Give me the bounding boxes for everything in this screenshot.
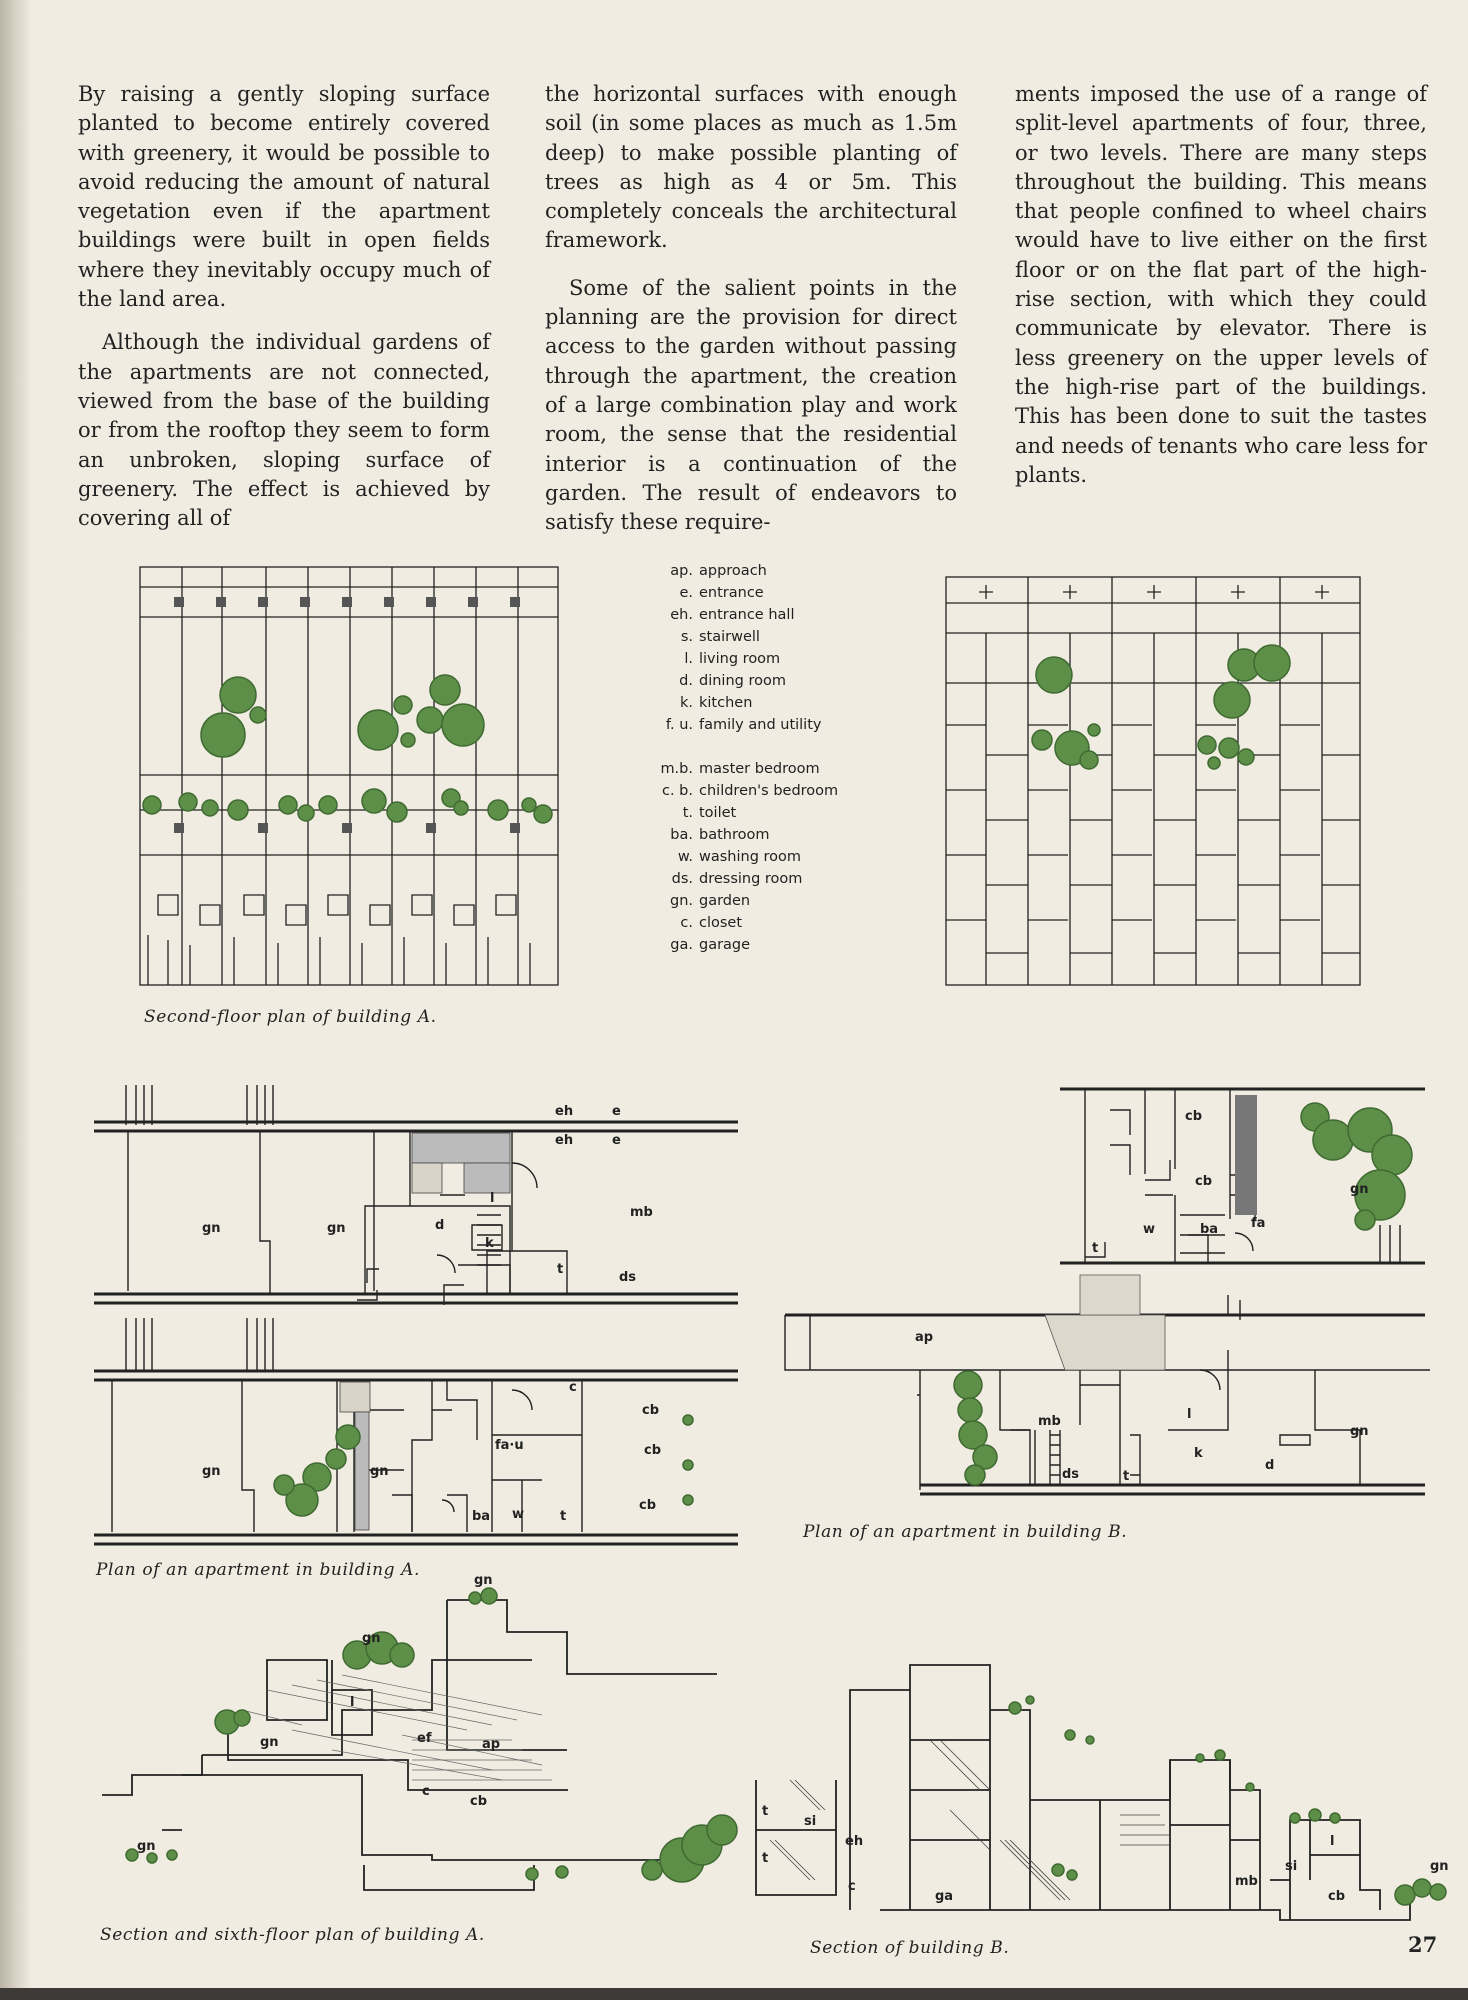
room-label: fa·u <box>495 1438 524 1453</box>
room-label: eh <box>555 1104 574 1119</box>
room-label: gn <box>1350 1424 1369 1439</box>
legend-abbreviation: m.b. <box>660 761 693 777</box>
room-label: c <box>422 1784 430 1799</box>
legend-item <box>600 934 838 956</box>
room-label: eh <box>555 1133 574 1148</box>
room-label: gn <box>137 1839 156 1854</box>
room-label: k <box>1194 1446 1203 1461</box>
legend <box>600 560 838 956</box>
room-label: gn <box>260 1735 279 1750</box>
legend-spacer <box>600 736 838 758</box>
room-label: w <box>1143 1222 1156 1237</box>
legend-item <box>600 582 838 604</box>
room-label: t <box>762 1851 769 1866</box>
room-label: l <box>1330 1834 1335 1849</box>
legend-label: approach <box>699 563 767 579</box>
room-label: t <box>1092 1241 1099 1256</box>
legend-abbreviation: t. <box>682 805 693 821</box>
legend-abbreviation: eh. <box>670 607 693 623</box>
legend-item <box>600 912 838 934</box>
legend-label: kitchen <box>699 695 753 711</box>
legend-abbreviation: gn. <box>669 893 693 909</box>
section-building-a <box>92 1570 742 1920</box>
room-label: ba <box>472 1509 491 1524</box>
page-number: 27 <box>1408 1932 1438 1957</box>
second-floor-plan-building-a <box>138 565 562 990</box>
room-label: ga <box>935 1889 954 1904</box>
caption-apartment-building-a: Plan of an apartment in building A. <box>96 1560 420 1580</box>
legend-abbreviation: f. u. <box>665 717 693 733</box>
room-label: d <box>1265 1458 1275 1473</box>
room-label: fa <box>1251 1216 1266 1231</box>
room-label: si <box>1285 1859 1298 1874</box>
legend-label: garden <box>699 893 751 909</box>
caption-second-floor-plan-a: Second-floor plan of building A. <box>144 1007 437 1027</box>
room-label: cb <box>1328 1889 1346 1904</box>
legend-item <box>600 714 838 736</box>
room-label: cb <box>1185 1109 1203 1124</box>
bottom-edge <box>0 1988 1468 2000</box>
room-label: gn <box>1430 1859 1449 1874</box>
legend-label: family and utility <box>699 717 822 733</box>
paragraph: Some of the salient points in the planning are the provision for direct access to the garden without passing through the apartment, the creation of a large combination play and work room, the sense that the residential interior is a continuation of the garden. The result of endeavors to satisfy these require- <box>545 275 957 535</box>
legend-label: closet <box>699 915 743 931</box>
legend-abbreviation: l. <box>684 651 693 667</box>
legend-item <box>600 890 838 912</box>
room-label: gn <box>362 1631 381 1646</box>
legend-label: children's bedroom <box>699 783 839 799</box>
room-label: si <box>804 1814 817 1829</box>
room-label: gn <box>474 1573 493 1588</box>
legend-label: garage <box>699 937 751 953</box>
room-label: cb <box>639 1498 657 1513</box>
legend-item <box>600 780 838 802</box>
room-label: c <box>848 1879 856 1894</box>
legend-label: master bedroom <box>699 761 820 777</box>
room-label: w <box>512 1507 525 1522</box>
legend-label: dining room <box>699 673 786 689</box>
text-column-2 <box>545 80 957 537</box>
room-label: mb <box>1235 1874 1258 1889</box>
legend-abbreviation: d. <box>679 673 693 689</box>
legend-item <box>600 824 838 846</box>
legend-abbreviation: k. <box>679 695 693 711</box>
legend-item <box>600 670 838 692</box>
binding-shadow <box>0 0 32 2000</box>
legend-label: dressing room <box>699 871 803 887</box>
legend-item <box>600 758 838 780</box>
room-label: cb <box>642 1403 660 1418</box>
room-label: gn <box>202 1221 221 1236</box>
room-label: t <box>557 1262 564 1277</box>
apartment-plan-building-b <box>780 1085 1430 1525</box>
legend-abbreviation: c. b. <box>661 783 693 799</box>
paragraph: Although the individual gardens of the apartments are not connected, viewed from the base of the building or from the rooftop they seem to form an unbroken, sloping surface of greenery. The effect is achieved by covering all of <box>78 330 490 531</box>
room-label: ds <box>1062 1467 1080 1482</box>
legend-abbreviation: ds. <box>671 871 693 887</box>
room-label: k <box>485 1236 494 1251</box>
section-building-b <box>750 1630 1450 1930</box>
room-label: cb <box>470 1794 488 1809</box>
legend-label: bathroom <box>699 827 770 843</box>
room-label: d <box>435 1218 445 1233</box>
room-label: c <box>569 1380 577 1395</box>
legend-label: living room <box>699 651 781 667</box>
legend-abbreviation: c. <box>680 915 693 931</box>
paragraph: the horizontal surfaces with enough soil (in some places as much as 1.5m deep) to make possible planting of trees as high as 4 or 5m. This completely conceals the architectural framework. <box>545 82 957 253</box>
room-label: gn <box>327 1221 346 1236</box>
legend-label: washing room <box>699 849 802 865</box>
room-label: l <box>490 1191 495 1206</box>
room-label: ef <box>417 1731 432 1746</box>
legend-item <box>600 626 838 648</box>
room-label: l <box>1187 1407 1192 1422</box>
room-label: l <box>350 1695 355 1710</box>
legend-abbreviation: ba. <box>670 827 693 843</box>
paragraph: By raising a gently sloping surface planted to become entirely covered with greenery, it would be possible to avoid reducing the amount of natural vegetation even if the apartment buildings were built in open fields where they inevitably occupy much of the land area. <box>78 82 490 312</box>
room-label: eh <box>845 1834 864 1849</box>
caption-section-building-a: Section and sixth-floor plan of building A. <box>100 1925 485 1945</box>
room-label: gn <box>1350 1182 1369 1197</box>
room-label: mb <box>630 1205 653 1220</box>
room-label: ap <box>915 1330 934 1345</box>
legend-item <box>600 868 838 890</box>
legend-item <box>600 604 838 626</box>
legend-item <box>600 802 838 824</box>
legend-item <box>600 846 838 868</box>
room-label: t <box>1123 1469 1130 1484</box>
legend-item <box>600 692 838 714</box>
legend-label: entrance <box>699 585 764 601</box>
legend-abbreviation: e. <box>679 585 693 601</box>
text-column-1 <box>78 80 490 533</box>
paragraph: ments imposed the use of a range of split-level apartments of four, three, or two levels. There are many steps throughout the building. This means that people confined to wheel chairs would have to live either on the first floor or on the flat part of the high-rise section, with which they could communicate by elevator. There is less greenery on the upper levels of the high-rise part of the buildings. This has been done to suit the tastes and needs of tenants who care less for plants. <box>1015 82 1427 487</box>
room-label: cb <box>644 1443 662 1458</box>
caption-section-building-b: Section of building B. <box>810 1938 1010 1958</box>
legend-item <box>600 560 838 582</box>
legend-abbreviation: s. <box>680 629 693 645</box>
legend-label: stairwell <box>699 629 760 645</box>
caption-apartment-building-b: Plan of an apartment in building B. <box>803 1522 1128 1542</box>
floor-plan-building-b <box>944 575 1362 987</box>
room-label: gn <box>370 1464 389 1479</box>
legend-abbreviation: w. <box>677 849 693 865</box>
legend-abbreviation: ap. <box>670 563 693 579</box>
legend-item <box>600 648 838 670</box>
room-label: mb <box>1038 1414 1061 1429</box>
legend-label: toilet <box>699 805 737 821</box>
room-label: ba <box>1200 1222 1219 1237</box>
room-label: ap <box>482 1737 501 1752</box>
apartment-plan-building-a <box>92 1075 742 1555</box>
room-label: e <box>612 1104 621 1119</box>
room-label: e <box>612 1133 621 1148</box>
room-label: ds <box>619 1270 637 1285</box>
legend-abbreviation: ga. <box>670 937 693 953</box>
room-label: cb <box>1195 1174 1213 1189</box>
room-label: t <box>762 1804 769 1819</box>
legend-label: entrance hall <box>699 607 795 623</box>
room-label: t <box>560 1509 567 1524</box>
room-label: gn <box>202 1464 221 1479</box>
text-column-3 <box>1015 80 1427 490</box>
